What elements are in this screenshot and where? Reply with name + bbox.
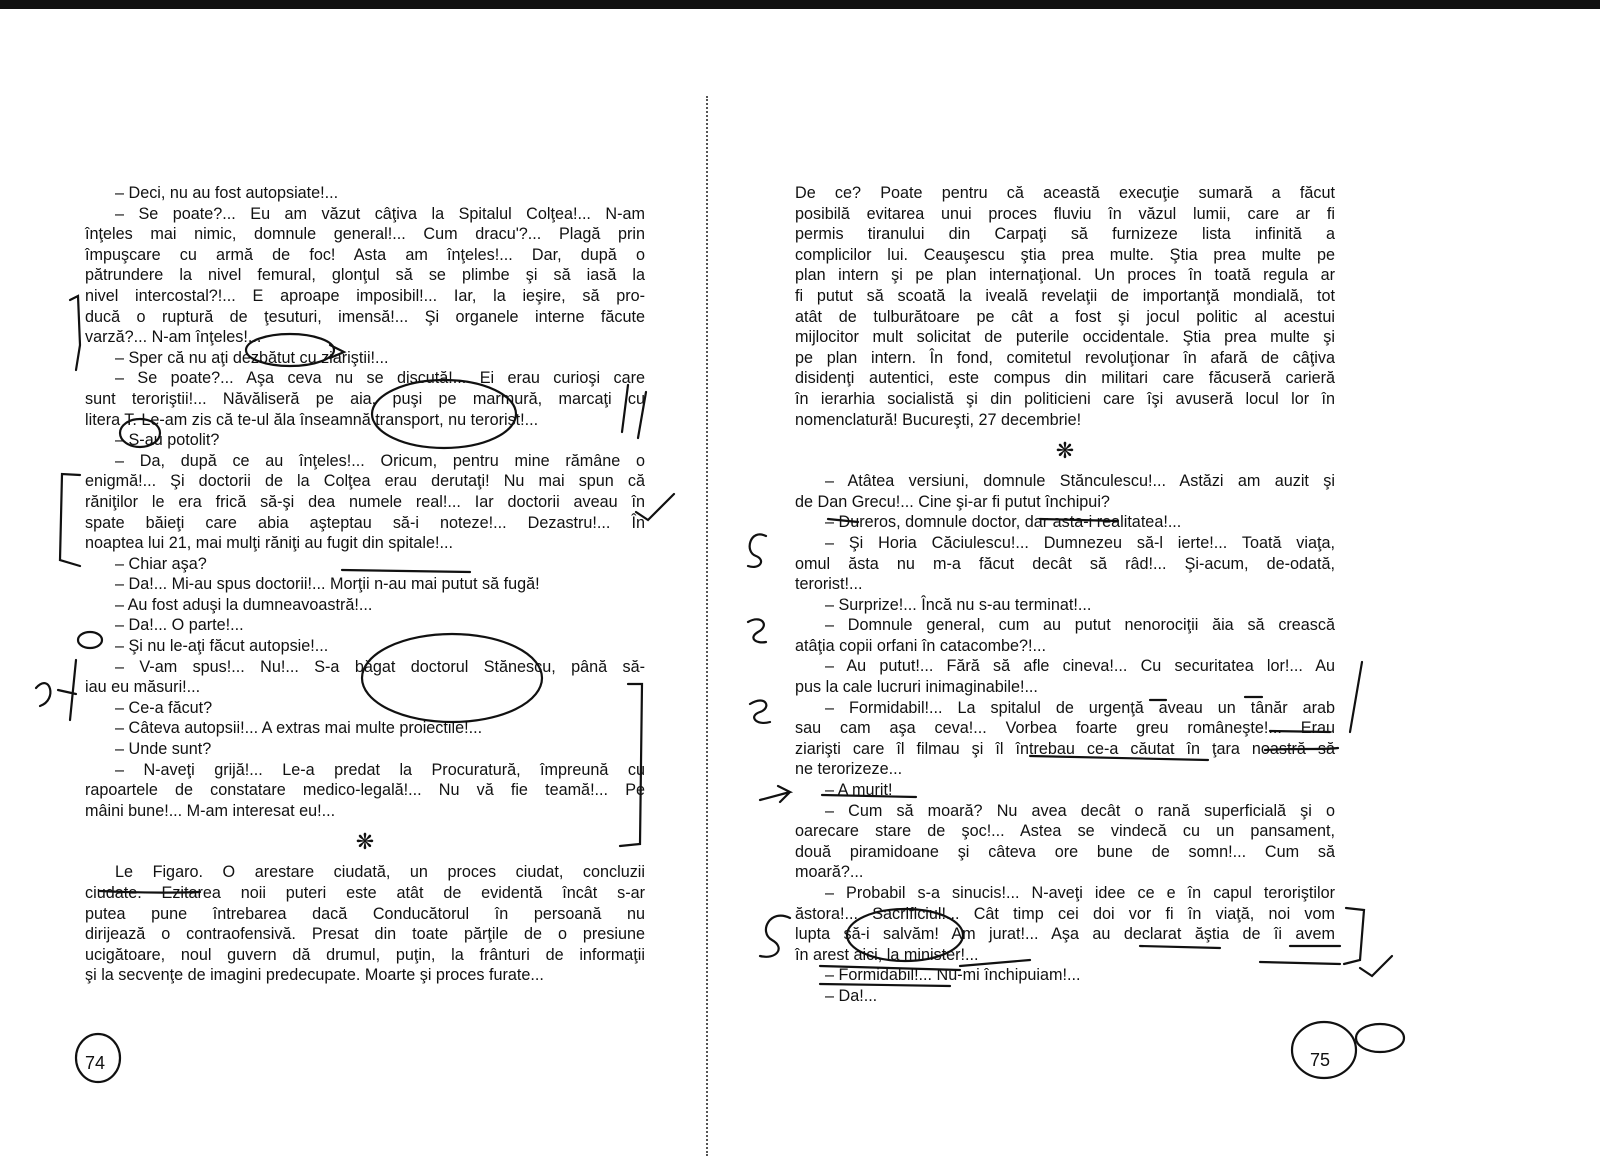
text-line: – Da, după ce au înţeles!... Oricum, pentru mine rămâne o	[115, 451, 645, 470]
text-line: pe plan intern. În fond, comitetul revoluţionar în afară de câţiva	[795, 348, 1335, 367]
text-line: – Ce-a făcut?	[115, 698, 213, 717]
text-line: – Deci, nu au fost autopsiate!...	[115, 184, 339, 202]
circle-mark	[246, 334, 334, 366]
text-line: ne terorizeze...	[795, 760, 903, 779]
text-line: sau cam aşa ceva!... Vorbea foarte greu româneşte!... Erau	[795, 719, 1335, 738]
section-break-star: ❋	[1055, 438, 1075, 464]
text-line: nivel intercostal?!... E aproape imposibil!... Iar, la ieşire, să pro-	[85, 286, 645, 305]
s-mark	[750, 700, 770, 722]
underline-mark	[828, 519, 1118, 522]
text-line: – Da!... O parte!...	[115, 616, 244, 635]
text-line: în arest aici, la minister!...	[795, 945, 979, 964]
text-line: pus la cale lucruri inimaginabile!...	[795, 678, 1038, 697]
text-line: şi la secvenţe de imagini predecupate. Moarte şi proces furate...	[85, 966, 544, 985]
text-line: – A murit!	[825, 781, 893, 800]
circle-mark	[120, 419, 160, 447]
text-line: ziarişti care îl filmau şi îl întrebau ce-a căutat în ţara noastră să	[795, 739, 1335, 758]
text-line: spate băieţi care abia aşteptau să-i noteze!... Dezastru!... În	[85, 513, 645, 532]
text-line: ducă o ruptură de ţesuturi, imensă!... Şi organele interne făcute	[85, 307, 645, 326]
text-line: de Dan Grecu!... Cine şi-ar fi putut închipui?	[795, 492, 1110, 511]
bracket-mark	[70, 296, 80, 370]
circle-mark	[76, 1034, 120, 1082]
circle-mark	[362, 634, 542, 722]
text-line: în ierarhia socialistă şi din politicieni care îşi avuseră locul lor în	[795, 389, 1335, 408]
text-line: noaptea lui 21, mai mulţi răniţi au fugit din spitale!...	[85, 534, 454, 553]
arrow-mark	[330, 345, 344, 358]
text-line: pătrundere la nivel femural, glonţul să se plimbe şi să iasă la	[85, 266, 645, 285]
text-line: – Formidabil!... Nu-mi închipuiam!...	[825, 966, 1081, 985]
text-line: înţeles mai nimic, domnule general!... Cum dracu'?... Plagă prin	[85, 225, 645, 244]
text-line: – Se poate?... Aşa ceva nu se discută!... Ei erau curioşi care	[115, 369, 645, 388]
text-line: iau eu măsuri!...	[85, 678, 201, 697]
text-line: atâţia copii orfani în catacombe?!...	[795, 636, 1047, 655]
text-line: rapoartele de constatare medico-legală!... Nu vă fie teamă!... Pe	[85, 781, 645, 800]
s-mark	[760, 916, 790, 957]
bracket-mark	[620, 684, 642, 846]
text-line: – Şi nu le-aţi făcut autopsie!...	[115, 637, 329, 656]
circle-mark	[1356, 1024, 1404, 1052]
right-page-number: 75	[1310, 1050, 1331, 1070]
bracket-mark	[60, 474, 80, 566]
underline-mark	[342, 570, 470, 572]
underline-mark	[100, 891, 200, 893]
text-line: oarecare stare de şoc!... Astea se vindecă cu un pansament,	[795, 822, 1335, 841]
text-line: – Formidabil!... La spitalul de urgenţă aveau un tânăr arab	[825, 698, 1335, 717]
text-line: De ce? Poate pentru că această execuţie sumară a făcut	[795, 184, 1335, 202]
text-line: varză?... N-am înţeles!...	[85, 328, 262, 347]
text-line: ciudate. Ezitarea noii puteri este atât de evidentă încât s-ar	[85, 884, 645, 902]
text-line: mâini bune!... M-am interesat eu!...	[85, 801, 336, 820]
text-line: – Probabil s-a sinucis!... N-aveţi idee ce e în capul teroriştilor	[825, 884, 1335, 902]
text-line: – Cum să moară? Nu avea decât o rană superficială şi o	[825, 801, 1335, 820]
text-line: plan intern şi pe plan internaţional. Un proces în toată regula ar	[795, 266, 1335, 285]
text-line: – Au fost aduşi la dumneavoastră!...	[115, 595, 373, 614]
text-line: – Se poate?... Eu am văzut câţiva la Spitalul Colţea!... N-am	[115, 204, 645, 223]
underline-mark	[820, 946, 1340, 986]
arrow-mark	[760, 786, 790, 802]
text-line: lupta să-i salvăm! Am jurat!... Aşa au declarat ăştia de îi avem	[795, 925, 1335, 944]
check-mark	[1360, 956, 1392, 976]
text-line: – S-au potolit?	[115, 431, 220, 450]
circle-mark	[1292, 1022, 1356, 1078]
text-line: ucigătoare, noul guvern dă drumul, puţin, la frânturi de informaţii	[85, 945, 645, 964]
check-mark	[1350, 662, 1362, 732]
text-line: – N-aveţi grijă!... Le-a predat la Procuratură, împreună cu	[115, 760, 645, 779]
text-line: moară?...	[795, 863, 864, 882]
s-mark	[748, 534, 766, 567]
text-line: enigmă!... Şi doctorii de la Colţea erau derutaţi! Nu mai spun că	[85, 472, 645, 491]
text-line: omul ăsta nu m-a făcut decât să râd!... Şi-acum, de-odată,	[795, 554, 1335, 573]
text-line: Le Figaro. O arestare ciudată, un proces ciudat, concluzii	[115, 863, 645, 882]
text-line: – V-am spus!... Nu!... S-a băgat doctorul Stănescu, până să-	[115, 657, 645, 676]
text-line: posibilă evitarea unui proces fluviu în văzul lumii, care ar fi	[795, 204, 1335, 223]
left-page-number: 74	[85, 1053, 106, 1073]
text-line: răniţilor le era frică să-şi dea numele real!... Iar doctorii aveau în	[85, 492, 645, 511]
text-line: permis tiranului din Carpaţi să furnizeze lista infinită a	[795, 225, 1335, 244]
text-line: putea pune întrebarea dacă Conducătorul în persoană nu	[85, 904, 645, 923]
circle-mark	[78, 632, 102, 648]
text-line: nomenclatură! Bucureşti, 27 decembrie!	[795, 410, 1082, 429]
text-line: – Câteva autopsii!... A extras mai multe proiectile!...	[115, 719, 483, 738]
text-line: împuşcare cu armă de foc! Asta am înţeles!... Dar, după o	[85, 245, 645, 264]
text-line: disidenţi autentici, este compus din militari care făcuseră carieră	[795, 369, 1335, 388]
text-line: complicilor lui. Ceauşescu ştia prea multe. Ştia prea multe pe	[795, 245, 1335, 264]
circle-mark	[847, 909, 963, 961]
text-line: terorist!...	[795, 575, 863, 594]
text-line: – Unde sunt?	[115, 740, 212, 759]
text-line: – Au putut!... Fără să afle cineva!... Cu securitatea lor!... Au	[825, 657, 1335, 676]
text-line: sunt teroriştii!... Năvăliseră pe aia, puşi pe marmură, marcaţi cu	[85, 389, 645, 408]
text-line: ăstora!... Sacrificiul!... Cât timp cei doi vor fi în viaţă, noi vom	[795, 904, 1335, 923]
text-line: – Dureros, domnule doctor, dar asta-i realitatea!...	[825, 513, 1182, 532]
text-line: – Chiar aşa?	[115, 554, 207, 573]
underline-mark	[822, 697, 1338, 797]
text-line: – Atâtea versiuni, domnule Stănculescu!... Astăzi am auzit şi	[825, 472, 1335, 491]
text-line: litera T. Le-am zis că te-ul ăla înseamnă transport, nu terorist!...	[85, 410, 539, 429]
bracket-mark	[1344, 908, 1364, 964]
text-line: – Şi Horia Căciulescu!... Dumnezeu să-l ierte!... Toată viaţa,	[825, 533, 1335, 552]
text-line: – Surprize!... Încă nu s-au terminat!...	[825, 595, 1092, 614]
text-line: fi putut să scoată la iveală revelaţii de importanţă mondială, tot	[795, 286, 1335, 305]
text-line: atât de tulburătoare pe cât a fost şi jocul politic al acestui	[795, 307, 1335, 326]
text-line: – Sper că nu aţi dezbătut cu ziariştii!...	[115, 348, 389, 367]
text-line: – Domnule general, cum au putut nenorociţii ăia să crească	[825, 616, 1335, 635]
margin-scribble	[36, 660, 76, 720]
s-mark	[748, 619, 766, 642]
text-line: – Da!...	[825, 986, 878, 1005]
text-line: două piramidoane şi câteva ore bune de somn!... Cum să	[795, 842, 1335, 861]
check-mark	[636, 494, 674, 520]
section-break-star: ❋	[355, 829, 375, 855]
text-line: mijlocitor mult solicitat de puterile occidentale. Ştia prea multe şi	[795, 328, 1335, 347]
text-line: dirijează o contraofensivă. Presat din toate părţile de o presiune	[85, 925, 645, 944]
text-line: – Da!... Mi-au spus doctorii!... Morţii n-au mai putut să fugă!	[115, 575, 540, 594]
check-mark	[622, 385, 646, 438]
circle-mark	[372, 380, 516, 448]
